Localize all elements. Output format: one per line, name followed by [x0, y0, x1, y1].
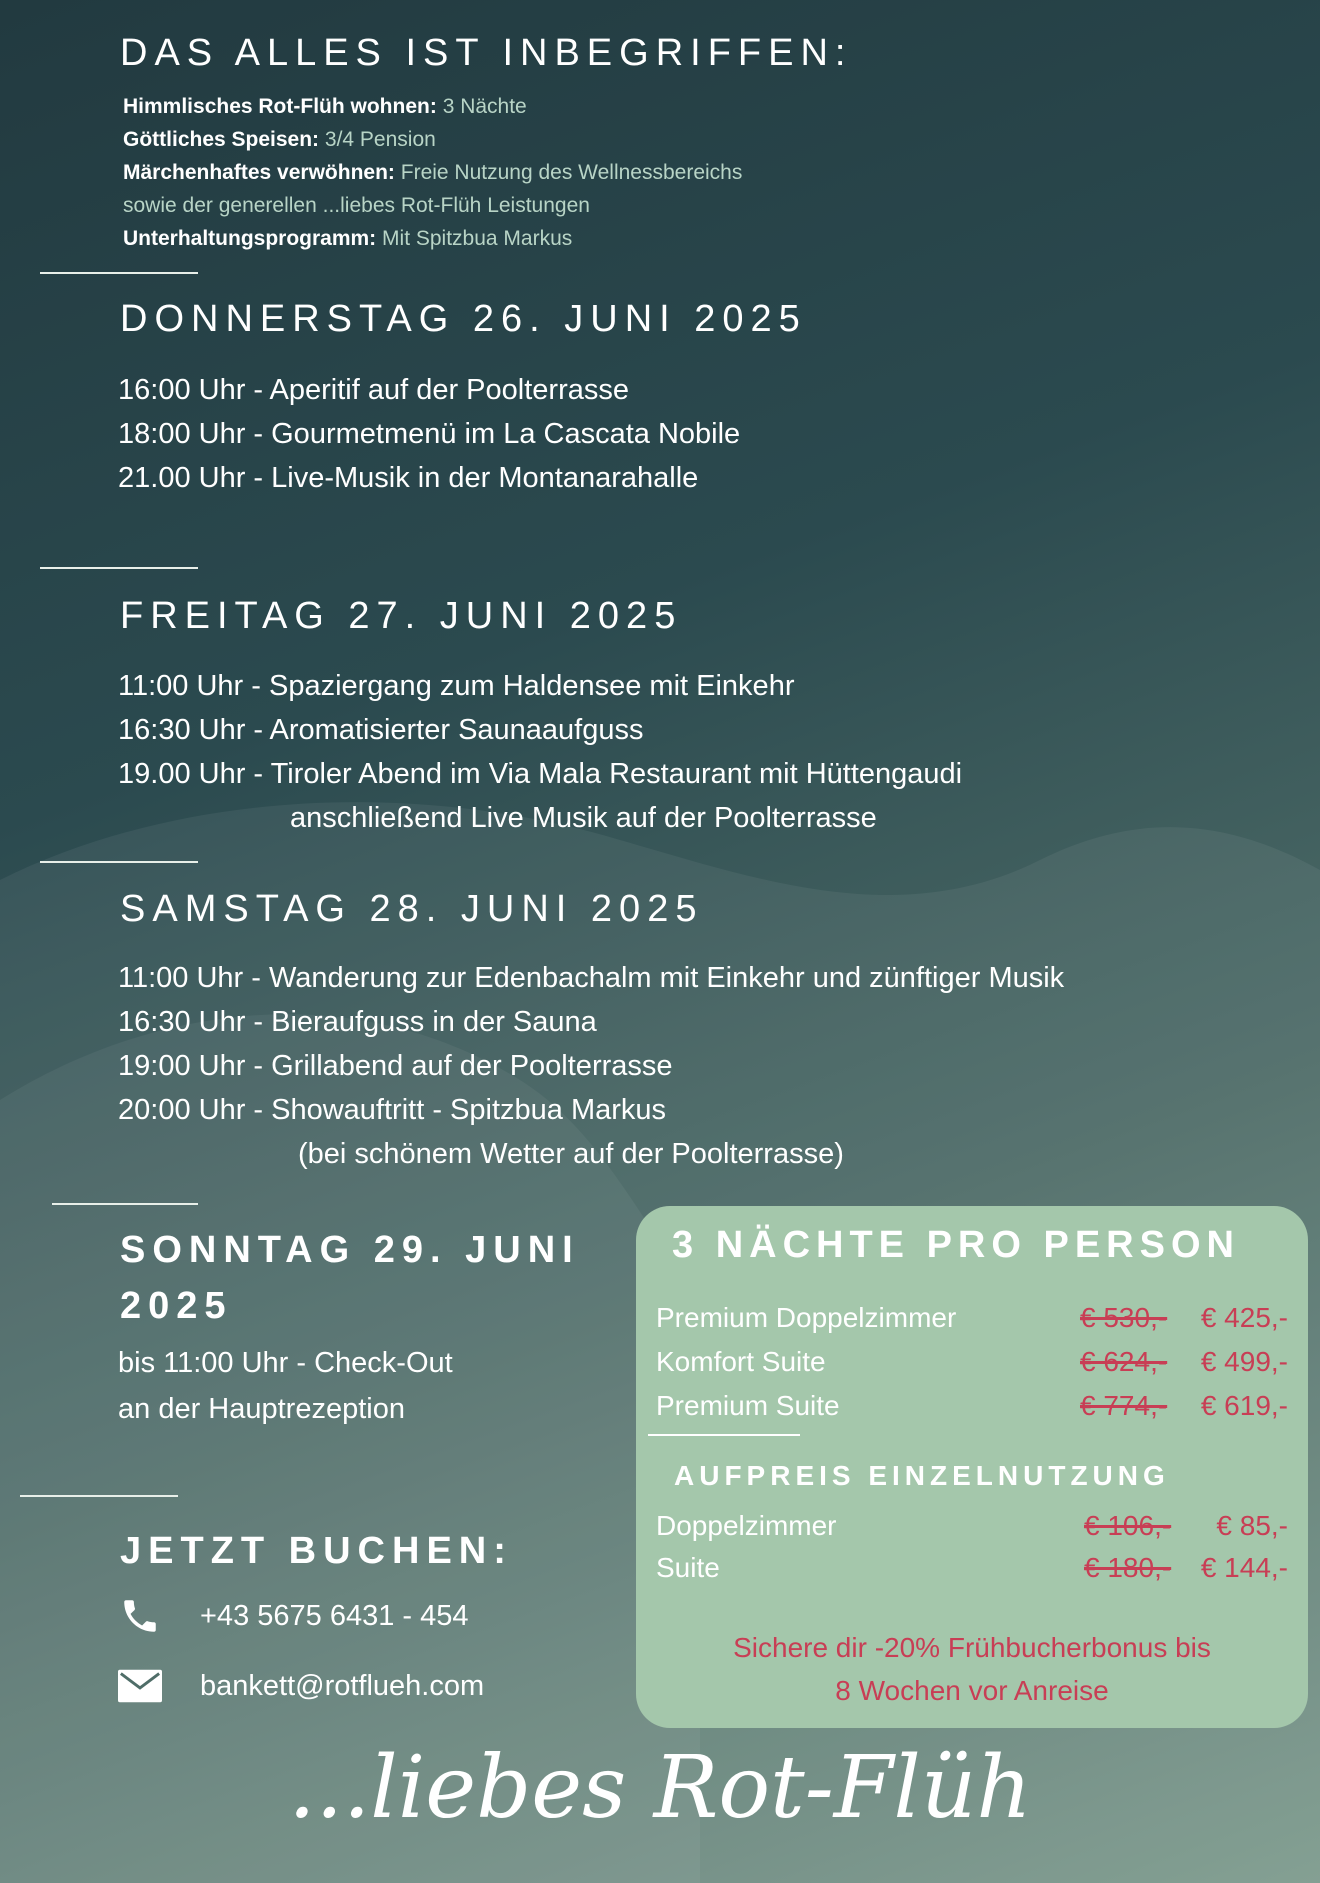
schedule-line: an der Hauptrezeption	[118, 1393, 405, 1425]
thursday-heading: DONNERSTAG 26. JUNI 2025	[120, 298, 807, 340]
divider	[20, 1495, 178, 1497]
included-item: sowie der generellen ...liebes Rot-Flüh Leistungen	[123, 194, 590, 217]
friday-schedule	[118, 664, 962, 840]
schedule-line: 16:30 Uhr - Aromatisierter Saunaaufguss	[118, 714, 644, 746]
schedule-continuation: (bei schönem Wetter auf der Poolterrasse)	[298, 1138, 844, 1170]
included-item: Unterhaltungsprogramm: Mit Spitzbua Markus	[123, 227, 573, 250]
sunday-heading: SONNTAG 29. JUNI 2025	[120, 1229, 580, 1327]
phone-number[interactable]: +43 5675 6431 - 454	[200, 1599, 469, 1632]
room-name: Premium Suite	[656, 1390, 840, 1421]
phone-contact[interactable]	[118, 1594, 469, 1638]
schedule-line: 19:00 Uhr - Grillabend auf der Poolterrasse	[118, 1050, 673, 1082]
divider	[40, 861, 198, 863]
divider	[40, 567, 198, 569]
included-heading: DAS ALLES IST INBEGRIFFEN:	[120, 32, 853, 74]
room-name: Doppelzimmer	[656, 1510, 837, 1541]
schedule-line: bis 11:00 Uhr - Check-Out	[118, 1347, 453, 1379]
new-price: € 499,-	[1200, 1346, 1288, 1377]
new-price: € 619,-	[1200, 1390, 1288, 1421]
schedule-line: 16:00 Uhr - Aperitif auf der Poolterrasse	[118, 374, 629, 406]
new-price: € 425,-	[1200, 1302, 1288, 1333]
new-price: € 85,-	[1216, 1510, 1288, 1541]
price-heading: 3 NÄCHTE PRO PERSON	[672, 1224, 1240, 1266]
thursday-schedule	[118, 368, 740, 500]
old-price: € 624,-	[1080, 1346, 1168, 1377]
early-bird-bonus: Sichere dir -20% Frühbucherbonus bis 8 Wochen vor Anreise	[733, 1632, 1211, 1706]
included-list	[123, 90, 742, 255]
email-contact[interactable]	[118, 1664, 484, 1708]
booking-heading: JETZT BUCHEN:	[120, 1530, 513, 1572]
room-name: Premium Doppelzimmer	[656, 1302, 957, 1333]
old-price: € 106,-	[1084, 1510, 1172, 1541]
phone-icon	[118, 1594, 162, 1638]
mail-icon	[118, 1664, 162, 1708]
schedule-line: 11:00 Uhr - Wanderung zur Edenbachalm mit Einkehr und zünftiger Musik	[118, 962, 1065, 994]
schedule-continuation: anschließend Live Musik auf der Poolterrasse	[290, 802, 877, 834]
divider	[40, 272, 198, 274]
saturday-schedule	[118, 956, 1064, 1176]
included-item: Göttliches Speisen: 3/4 Pension	[123, 128, 436, 151]
friday-heading: FREITAG 27. JUNI 2025	[120, 595, 683, 637]
email-address[interactable]: bankett@rotflueh.com	[200, 1669, 485, 1702]
schedule-line: 20:00 Uhr - Showauftritt - Spitzbua Markus	[118, 1094, 667, 1126]
included-item: Himmlisches Rot-Flüh wohnen: 3 Nächte	[123, 95, 527, 118]
schedule-line: 18:00 Uhr - Gourmetmenü im La Cascata Nobile	[118, 418, 741, 450]
room-name: Komfort Suite	[656, 1346, 826, 1377]
divider	[648, 1434, 800, 1436]
schedule-line: 19.00 Uhr - Tiroler Abend im Via Mala Restaurant mit Hüttengaudi	[118, 758, 963, 790]
brand-logo: ...liebes Rot-Flüh	[288, 1738, 1032, 1838]
saturday-heading: SAMSTAG 28. JUNI 2025	[120, 888, 704, 930]
new-price: € 144,-	[1200, 1552, 1288, 1583]
schedule-line: 16:30 Uhr - Bieraufguss in der Sauna	[118, 1006, 597, 1038]
divider	[52, 1203, 198, 1205]
schedule-line: 11:00 Uhr - Spaziergang zum Haldensee mit Einkehr	[118, 670, 795, 702]
sunday-schedule	[118, 1340, 453, 1432]
room-name: Suite	[656, 1552, 720, 1583]
old-price: € 530,-	[1080, 1302, 1168, 1333]
single-use-heading: AUFPREIS EINZELNUTZUNG	[674, 1460, 1170, 1491]
schedule-line: 21.00 Uhr - Live-Musik in der Montanarahalle	[118, 462, 699, 494]
price-box	[636, 1206, 1308, 1728]
old-price: € 180,-	[1084, 1552, 1172, 1583]
included-item: Märchenhaftes verwöhnen: Freie Nutzung des Wellnessbereichs	[123, 161, 743, 184]
old-price: € 774,-	[1080, 1390, 1168, 1421]
